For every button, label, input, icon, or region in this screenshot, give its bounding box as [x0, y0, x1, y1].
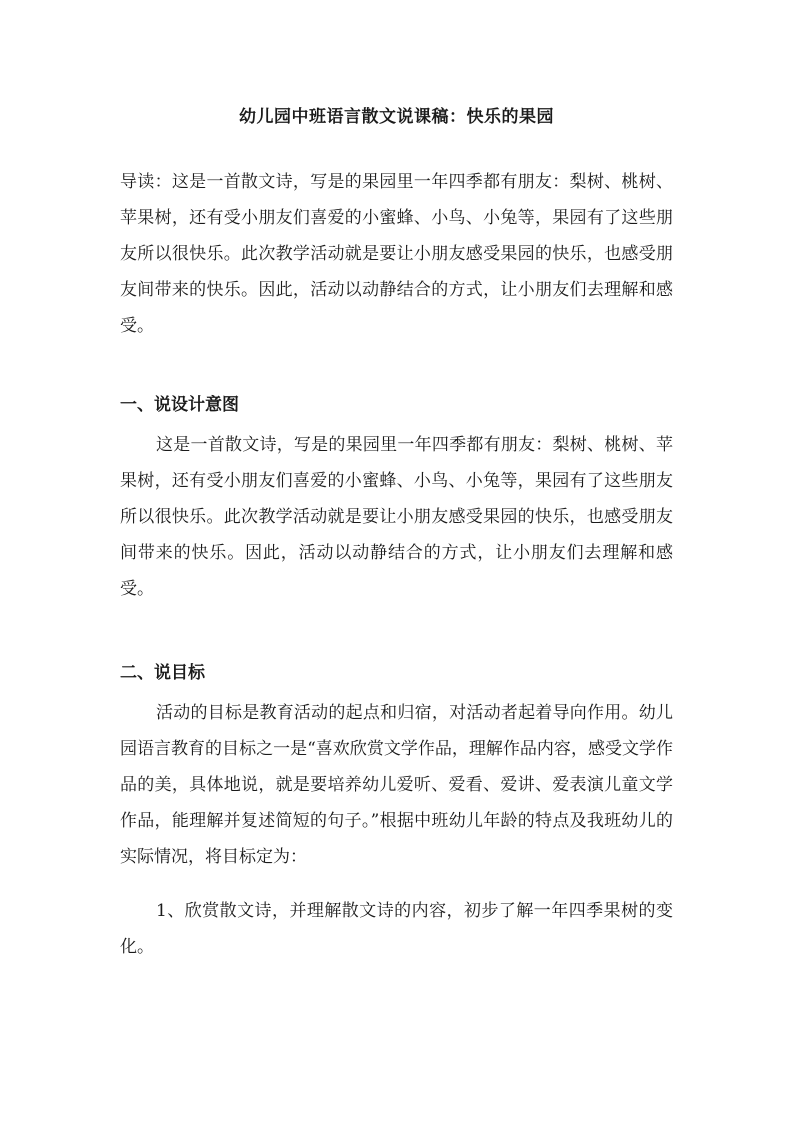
objectives-paragraph: 活动的目标是教育活动的起点和归宿，对活动者起着导向作用。幼儿园语言教育的目标之一是“喜欢欣赏文学作品，理解作品内容，感受文学作品的美，具体地说，就是要培养幼儿爱听、爱看、爱讲、爱表演儿童文学作品，能理解并复述简短的句子。”根据中班幼儿年龄的特点及我班幼儿的实际情况，将目标定为：	[120, 703, 673, 867]
intro-paragraph: 导读：这是一首散文诗，写是的果园里一年四季都有朋友：梨树、桃树、苹果树，还有受小朋友们喜爱的小蜜蜂、小鸟、小兔等，果园有了这些朋友所以很快乐。此次教学活动就是要让小朋友感受果园的快乐，也感受朋友间带来的快乐。因此，活动以动静结合的方式，让小朋友们去理解和感受。	[120, 172, 673, 336]
design-intent-paragraph: 这是一首散文诗，写是的果园里一年四季都有朋友：梨树、桃树、苹果树，还有受小朋友们喜爱的小蜜蜂、小鸟、小兔等，果园有了这些朋友所以很快乐。此次教学活动就是要让小朋友感受果园的快乐，也感受朋友间带来的快乐。因此，活动以动静结合的方式，让小朋友们去理解和感受。	[120, 435, 673, 599]
document-title: 幼儿园中班语言散文说课稿：快乐的果园	[239, 107, 554, 127]
objective-item-1: 1、欣赏散文诗，并理解散文诗的内容，初步了解一年四季果树的变化。	[120, 901, 673, 957]
section-heading-design-intent: 一、说设计意图	[120, 395, 239, 415]
section-heading-objectives: 二、说目标	[120, 663, 205, 683]
